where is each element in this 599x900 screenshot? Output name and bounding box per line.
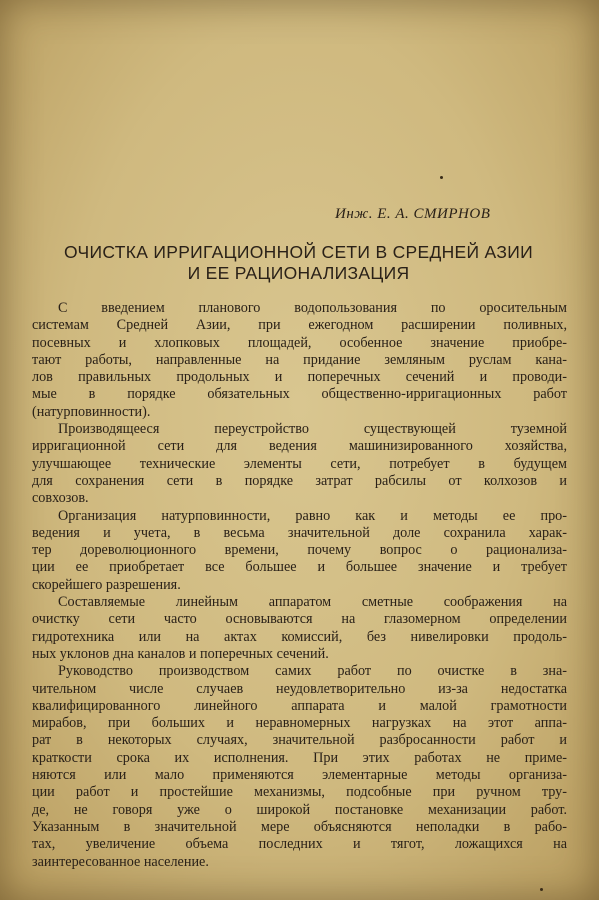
text-line: посевных и хлопковых площадей, особенное значение приобре- [32, 334, 567, 351]
text-line: квалифицированного линейного аппарата и малой грамотности [32, 697, 567, 714]
text-line: Составляемые линейным аппаратом сметные соображения на [58, 594, 567, 611]
title-line-2: И ЕЕ РАЦИОНАЛИЗАЦИЯ [187, 263, 410, 283]
text-line: для сохранения сети в порядке затрат рабсилы от колхозов и [32, 472, 567, 489]
paper-speck [440, 176, 443, 179]
author-line: Инж. Е. А. СМИРНОВ [335, 206, 491, 222]
text-line: тают работы, направленные на придание земляным руслам кана- [32, 351, 567, 368]
text-line: ции ее приобретает все большее и большее значение и требует [32, 559, 567, 576]
article-body [32, 300, 567, 871]
text-line: лов правильных продольных и поперечных сечений и проводи- [32, 369, 567, 386]
text-line: чительном числе случаев неудовлетворительно из-за недостатка [32, 680, 567, 697]
paragraph-5 [32, 663, 567, 871]
text-line: ных уклонов дна каналов и поперечных сечений. [32, 645, 329, 662]
text-line: Указанным в значительной мере объясняются неполадки в рабо- [32, 818, 567, 835]
text-line: краткости срока их исполнения. При этих работах не приме- [32, 749, 567, 766]
title-line-1: ОЧИСТКА ИРРИГАЦИОННОЙ СЕТИ В СРЕДНЕЙ АЗИИ [64, 242, 533, 262]
text-line: Руководство производством самих работ по очистке в зна- [58, 663, 567, 680]
paragraph-4 [32, 594, 567, 663]
text-line: няются или мало применяются элементарные методы организа- [32, 767, 567, 784]
text-line: гидротехника или на актах комиссий, без нивелировки продоль- [32, 628, 567, 645]
text-line: совхозов. [32, 490, 89, 507]
text-line: Производящееся переустройство существующей туземной [58, 421, 567, 438]
paragraph-1 [32, 300, 567, 421]
text-line: скорейшего разрешения. [32, 576, 181, 593]
text-line: С введением планового водопользования по оросительным [58, 300, 567, 316]
text-line: ции работ и простейшие механизмы, подсобные при ручном тру- [32, 784, 567, 801]
text-line: рат в некоторых случаях, значительной разбросанности работ и [32, 732, 567, 749]
text-line: тах, увеличение объема последних и тягот, ложащихся на [32, 836, 567, 853]
text-line: (натурповинности). [32, 403, 151, 420]
article-title [26, 242, 571, 284]
text-line: де, не говоря уже о широкой постановке механизации работ. [32, 801, 567, 818]
text-line: улучшающее технические элементы сети, потребует в будущем [32, 455, 567, 472]
text-line: мые в порядке обязательных общественно-ирригационных работ [32, 386, 567, 403]
text-line: мирабов, при больших и неравномерных нагрузках на этот аппа- [32, 715, 567, 732]
paragraph-3 [32, 508, 567, 594]
text-line: заинтересованное население. [32, 853, 209, 870]
paper-speck [540, 888, 543, 891]
text-line: Организация натурповинности, равно как и методы ее про- [58, 507, 567, 524]
text-line: ведения и учета, в весьма значительной доле сохранила харак- [32, 524, 567, 541]
text-line: очистку сети часто основываются на глазомерном определении [32, 611, 567, 628]
text-line: тер дореволюционного времени, почему вопрос о рационализа- [32, 542, 567, 559]
text-line: системам Средней Азии, при ежегодном расширении поливных, [32, 317, 567, 334]
text-line: ирригационной сети для ведения машинизированного хозяйства, [32, 438, 567, 455]
paragraph-2 [32, 421, 567, 507]
